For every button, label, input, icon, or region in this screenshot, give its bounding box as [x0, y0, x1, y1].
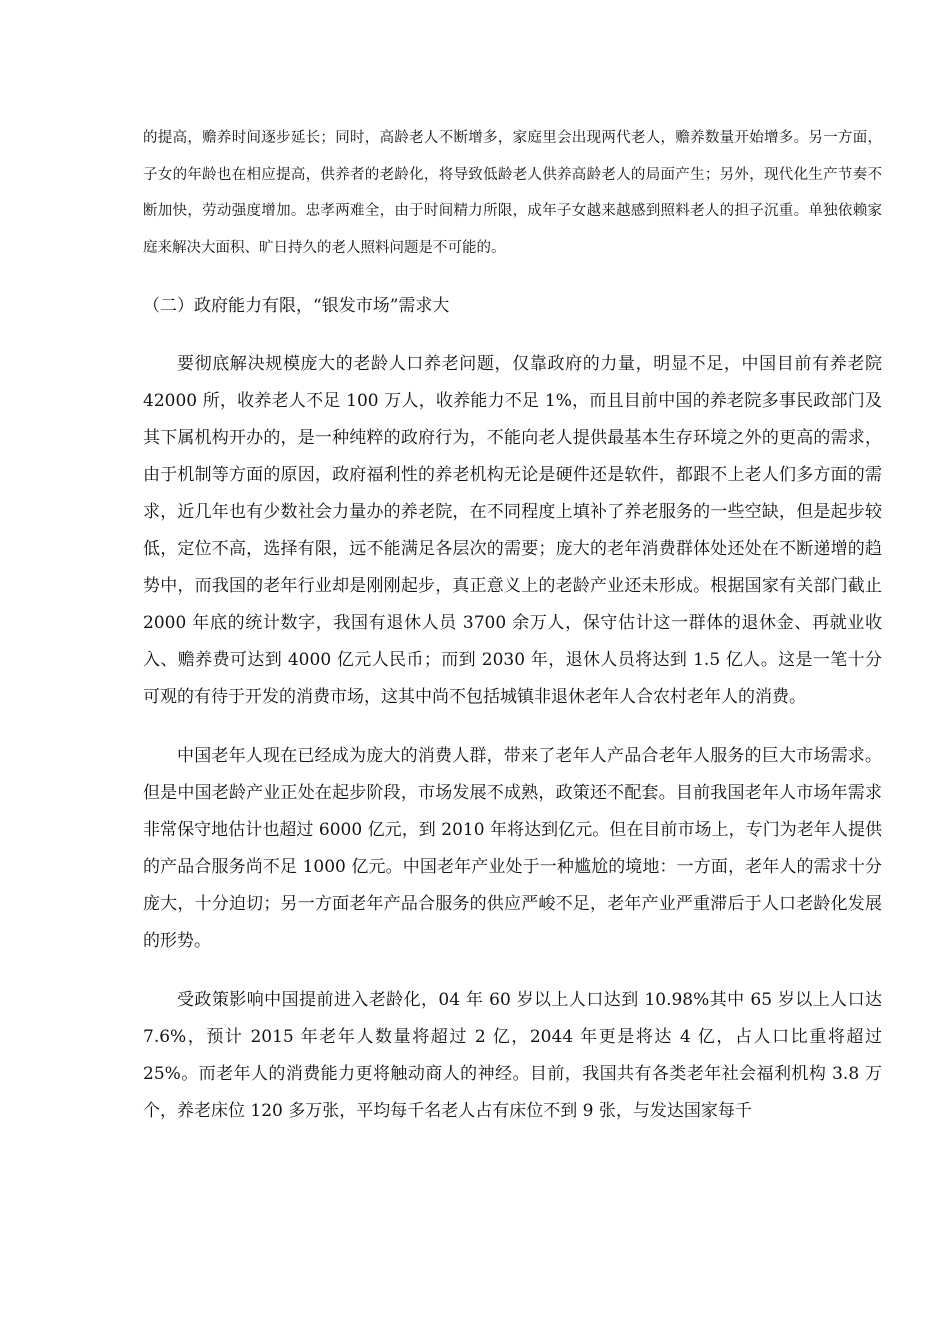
paragraph-consumer-market: 中国老年人现在已经成为庞大的消费人群，带来了老年人产品合老年人服务的巨大市场需求。但是中国老龄产业正处在起步阶段，市场发展不成熟，政策还不配套。目前我国老年人市场年需求非常保守地估计也超过 6000 亿元，到 2010 年将达到亿元。但在目前市场上，专门为老年人提供的产品合服务尚不足 1000 亿元。中国老年产业处于一种尴尬的境地：一方面，老年人的需求十分庞大，十分迫切；另一方面老年产品合服务的供应严峻不足，老年产业严重滞后于人口老龄化发展的形势。 — [143, 746, 882, 951]
paragraph-aging-policy: 受政策影响中国提前进入老龄化，04 年 60 岁以上人口达到 10.98%其中 65 岁以上人口达 7.6%，预计 2015 年老年人数量将超过 2 亿，2044 年更是将达 4 亿，占人口比重将超过 25%。而老年人的消费能力更将触动商人的神经。目前，我国共有各类老年社会福利机构 3.8 万个，养老床位 120 多万张，平均每千名老人占有床位不到 9 张，与发达国家每千 — [143, 990, 882, 1121]
section-heading: （二）政府能力有限，“银发市场”需求大 — [143, 296, 450, 316]
paragraph-continuation: 的提高，赡养时间逐步延长；同时，高龄老人不断增多，家庭里会出现两代老人，赡养数量开始增多。另一方面，子女的年龄也在相应提高，供养者的老龄化，将导致低龄老人供养高龄老人的局面产生；另外，现代化生产节奏不断加快，劳动强度增加。忠孝两难全，由于时间精力所限，成年子女越来越感到照料老人的担子沉重。单独依赖家庭来解决大面积、旷日持久的老人照料问题是不可能的。 — [143, 130, 882, 256]
paragraph-government-capacity: 要彻底解决规模庞大的老龄人口养老问题，仅靠政府的力量，明显不足，中国目前有养老院 42000 所，收养老人不足 100 万人，收养能力不足 1%，而且目前中国的养老院多事民政部门及其下属机构开办的，是一种纯粹的政府行为，不能向老人提供最基本生存环境之外的更高的需求，由于机制等方面的原因，政府福利性的养老机构无论是硬件还是软件，都跟不上老人们多方面的需求，近几年也有少数社会力量办的养老院，在不同程度上填补了养老服务的一些空缺，但是起步较低，定位不高，选择有限，远不能满足各层次的需要；庞大的老年消费群体处还处在不断递增的趋势中，而我国的老年行业却是刚刚起步，真正意义上的老龄产业还未形成。根据国家有关部门截止 2000 年底的统计数字，我国有退休人员 3700 余万人，保守估计这一群体的退休金、再就业收入、赡养费可达到 4000 亿元人民币；而到 2030 年，退休人员将达到 1.5 亿人。这是一笔十分可观的有待于开发的消费市场，这其中尚不包括城镇非退休老年人合农村老年人的消费。 — [143, 354, 882, 707]
